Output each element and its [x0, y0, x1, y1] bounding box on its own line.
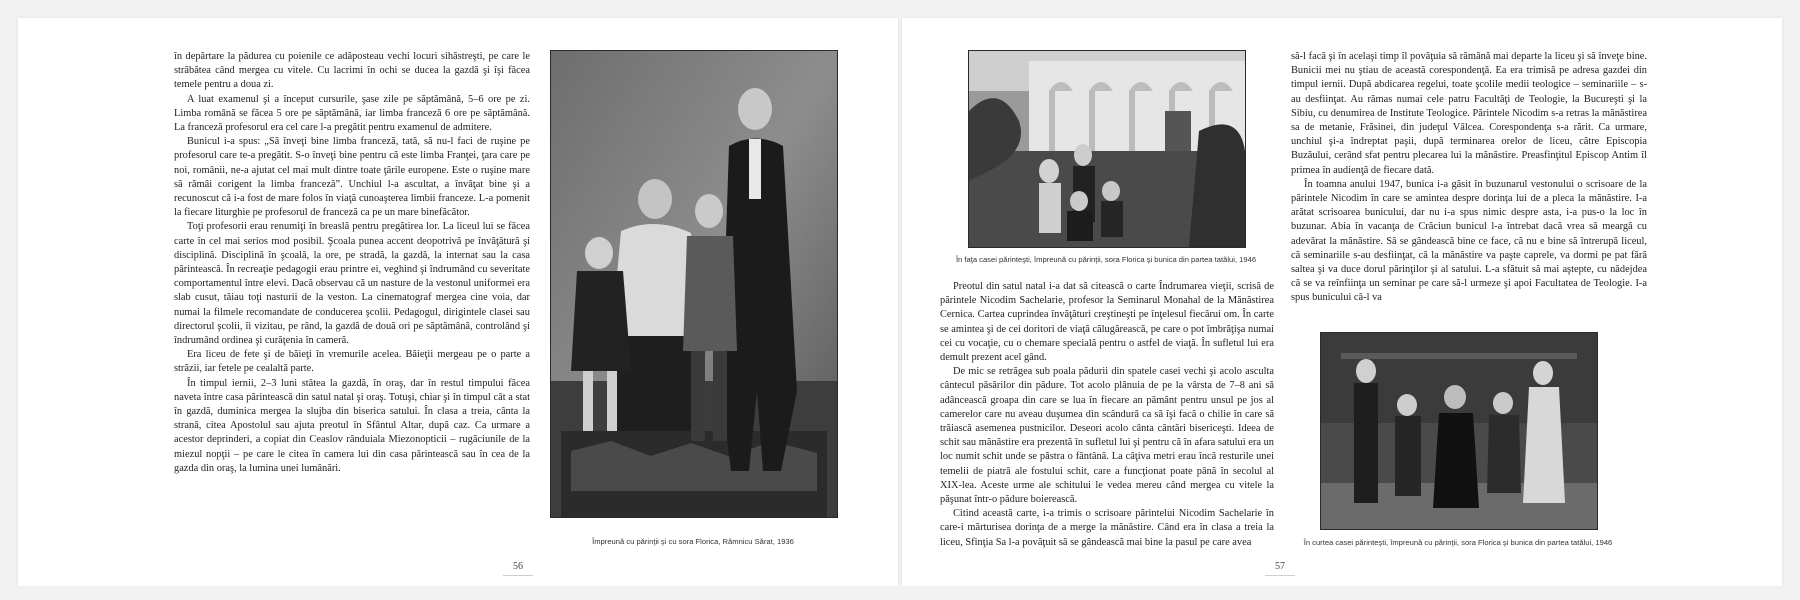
family-portrait-caption: Împreună cu părinţii şi cu sora Florica, Râmnicu Sărat, 1936: [592, 537, 794, 546]
paragraph: Bunicul i-a spus: „Să înveţi bine limba franceză, tată, să nu-l faci de ruşine pe profesorul care te-a pregătit. S-o înveţi bine pentru că este limba Franţei, ţara care pe noi, românii, ne-a ajutat cel mai mult dintre toate ţările europene. Este o ruşine mare să rămâi corigent la limba franceză”. Unchiul l-a ascultat, a învăţat bine şi a recunoscut că i-a fost de mare folos în viaţă cunoaşterea limbii franceze. L-a pomenit la fiecare liturghie pe profesorul de franceză ca pe un mare binefăcător.: [174, 136, 530, 219]
right-middle-text-column: [940, 280, 1274, 550]
courtyard-caption: În curtea casei părinteşti, împreună cu părinţii, sora Florica şi bunica din partea tatălui, 1946: [1303, 538, 1613, 547]
paragraph: De mic se retrăgea sub poala pădurii din spatele casei vechi şi acolo asculta cântecul păsărilor din pădure. Tot acolo plănuia de pe la vârsta de 7–8 ani să adâncească groapa din care se lua în fiecare an pământ pentru unsul pe jos al camerelor care nu aveau duşumea din scândură ca să îşi facă o chilie în care să trăiască asemenea pustnicilor. Deseori acolo cânta cântări bisericeşti. Ideea de schit sau mănăstire era prezentă în sufletul lui şi pentru că în afara satului era un loc numit schit unde se păstra o fântână. La câţiva metri erau încă resturile unei temelii de piatră ale fostului schit, care a funcţionat poate până în secolul al XIX-lea. Aceste urme ale schitului le vedea mereu când mergea cu vitele la păşunat într-o pădure boierească.: [940, 366, 1274, 506]
page-number-rule: [503, 575, 533, 576]
book-gutter: [898, 18, 902, 586]
paragraph: Citind această carte, i-a trimis o scrisoare părintelui Nicodim Sachelarie în care-i mărturisea dorinţa de a merge la mănăstire. Când era în clasa a treia la liceu, Sfinţia Sa l-a povăţuit să se gândească mai bine la pasul pe care avea: [940, 508, 1274, 548]
paragraph: Preotul din satul natal i-a dat să citească o carte Îndrumarea vieţii, scrisă de părintele Nicodim Sachelarie, profesor la Seminarul Monahal de la Mănăstirea Cernica. Cartea cuprindea învăţături creştineşti pe înţelesul fiecărui om. În carte se amintea şi de cei doritori de viaţă călugărească, pe care o pot îmbrăţişa numai cei cu vocaţie, cu o chemare specială pentru o astfel de viaţă. În sufletul lui era demult prezent acel gând.: [940, 281, 1274, 364]
family-portrait-photo: [550, 50, 838, 518]
courtyard-photo: [1320, 332, 1598, 530]
paragraph: În timpul iernii, 2–3 luni stătea la gazdă, în oraş, dar în restul timpului făcea naveta între casa părintească din satul natal şi oraş. Totuşi, chiar şi în timpul cât a stat în gazdă, duminica mergea la slujba din biserica satului. În clasa a treia, cânta la strană, citea Apostolul sau ajuta preotul în Sfântul Altar, după caz. Ca urmare a acestor deprinderi, a copiat din Ceaslov rânduiala Miezonopticii – rugăciunile de la miezul nopţii – pe care le citea în camera lui din casa părintească sau în cea de la gazda din oraş, la lumina unei lumânări.: [174, 377, 530, 474]
page-number-left: 56: [513, 561, 523, 572]
left-text-column: [174, 50, 530, 476]
paragraph: în depărtare la pădurea cu poienile ce adăposteau vechi locuri sihăstreşti, pe care le străbătea când mergea cu vitele. Cu lacrimi în ochi se ducea la gazdă şi îşi făcea temele pentru a doua zi.: [174, 51, 530, 91]
house-front-photo: [968, 50, 1246, 248]
paragraph: În toamna anului 1947, bunica i-a găsit în buzunarul vestonului o scrisoare de la părintele Nicodim în care se amintea despre dorinţa lui de a pleca la mănăstire. I-a arătat scrisoarea bunicului, dar nu i-a spus nimic despre asta, i-a pus-o la loc în buzunar. Abia în vacanţa de Crăciun bunicul l-a întrebat dacă vrea să meargă cu adevărat la mănăstire. Să se gândească bine ce face, că nu e bine să întrerupă liceul, că seminariile s-au desfiinţat, că la mănăstire va paşte caprele, va dormi pe pat fără saltea şi va duce dorul părinţilor şi al satului. L-a sfătuit să mai aştepte, cu nădejdea că se va reînfiinţa un seminar pe care să-l urmeze şi apoi Facultatea de Teologie. I-a spus bunicului că-l va: [1291, 178, 1647, 304]
paragraph: A luat examenul şi a început cursurile, şase zile pe săptămână, 5–6 ore pe zi. Limba română se făcea 5 ore pe săptămână, iar limba franceză 6 ore pe săptămână. La franceză profesorul era cel care l-a pregătit pentru examenul de admitere.: [174, 93, 530, 134]
paragraph: să-l facă şi în acelaşi timp îl povăţuia să rămână mai departe la liceu şi să înveţe bine. Bunicii mei nu ştiau de această corespondenţă. Ea era trimisă pe adresa gazdei din timpul iernii. După abdicarea regelui, toate şcolile medii teologice – seminariile – s-au desfiinţat. Au rămas numai cele patru Facultăţi de Teologie, la Bucureşti şi la Sibiu, cu denumirea de Institute Teologice. Părintele Nicodim s-a retras la mănăstirea sa de metanie, Frăsinei, din judeţul Vâlcea. Corespondenţa s-a rărit. Ca urmare, unchiul şi-a îndreptat paşii, după terminarea orelor de liceu, către Episcopia Buzăului, cerând sfat pentru plecarea lui la mănăstire. Preasfinţitul Episcop Antim îl primea în audienţă de fiecare dată.: [1291, 51, 1647, 176]
paragraph: Era liceu de fete şi de băieţi în vremurile acelea. Băieţii mergeau pe o parte a străzii, iar fetele pe cealaltă parte.: [174, 349, 530, 375]
right-top-text-column: [1291, 50, 1647, 306]
house-front-caption: În faţa casei părinteşti, împreună cu părinţii, sora Florica şi bunica din partea tatălui, 1946: [955, 255, 1257, 264]
paragraph: Toţi profesorii erau renumiţi în breaslă pentru pregătirea lor. La liceul lui se făcea carte în cel mai serios mod posibil. Şcoala punea accent deopotrivă pe învăţătură şi disciplină. Disciplină în şcoală, la ore, pe stradă, la gazdă, la internat sau la casa părintească. În recreaţie pedagogii erau printre ei, veghind şi îndrumând cu severitate comportamentul între elevi. Dacă observau că un nasture de la vestonul uniformei era slab cusut, tăiau toţi nasturii de la veston. La cinematograf mergea cine voia, dar numai la filmele recomandate de conducerea şcolii. Pedagogul, dirigintele clasei sau directorul şcolii, îi vizitau, pe rând, la gazdă de două ori pe săptămână, controlând şi îndrumând ordinea şi curăţenia în cameră.: [174, 221, 530, 347]
page-number-rule: [1265, 575, 1295, 576]
page-number-right: 57: [1275, 561, 1285, 572]
